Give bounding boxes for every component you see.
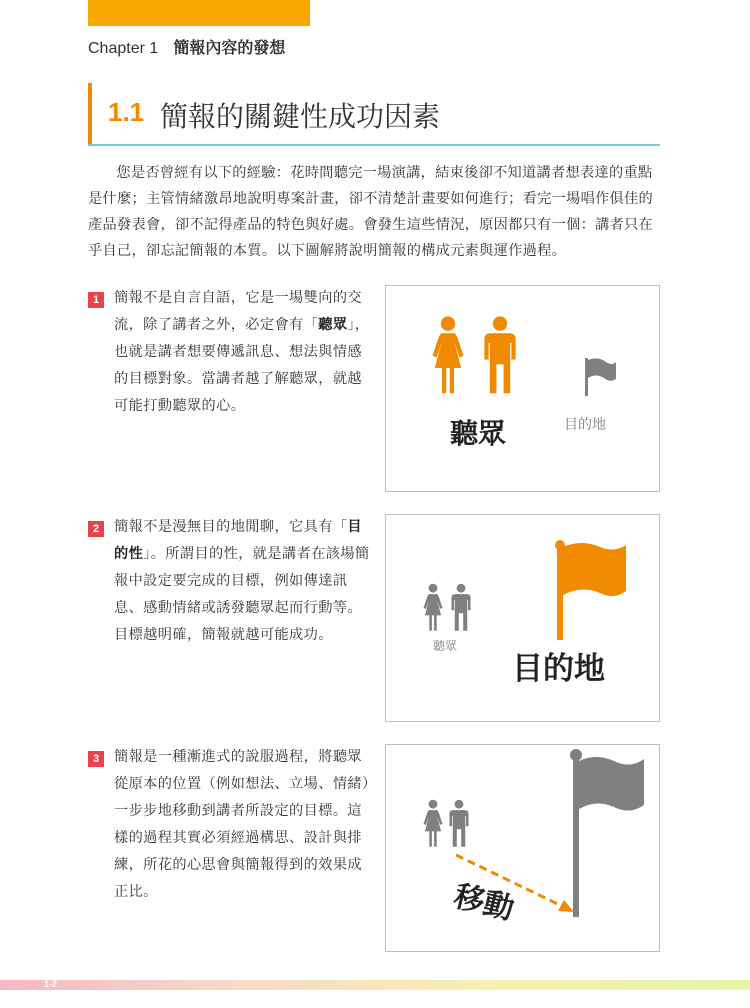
section-accent-bar <box>88 83 92 145</box>
flag-icon <box>555 540 626 640</box>
destination-label: 目的地 <box>564 417 606 433</box>
point-badge: 2 <box>88 521 104 537</box>
point-text: 簡報不是漫無目的地閒聊，它具有「目的性」。所謂目的性，就是講者在該場簡報中設定要完成的目標，例如傳達訊息、感動情緒或誘發聽眾起而行動等。目標越明確，簡報就越可能成功。 <box>114 519 370 643</box>
man-icon <box>451 584 470 631</box>
woman-icon <box>423 800 442 847</box>
figure-purpose <box>385 514 660 722</box>
audience-label: 聽眾 <box>433 639 458 653</box>
section-title: 簡報的關鍵性成功因素 <box>160 100 441 133</box>
woman-icon <box>423 584 442 631</box>
chapter-tab <box>88 0 310 26</box>
point-badge: 1 <box>88 292 104 308</box>
page-number: 1-2 <box>44 979 58 989</box>
flag-icon <box>585 358 616 396</box>
figure-movement <box>385 744 660 952</box>
section-heading <box>88 83 660 145</box>
destination-label: 目的地 <box>512 651 605 687</box>
point-1 <box>88 290 373 420</box>
move-label: 移動 <box>450 878 518 928</box>
footer-bar <box>0 980 750 990</box>
point-keyword: 聽眾 <box>318 317 348 333</box>
man-icon <box>484 316 515 393</box>
chapter-label: Chapter 1 <box>88 40 159 57</box>
audience-label: 聽眾 <box>450 417 507 450</box>
point-badge: 3 <box>88 751 104 767</box>
chapter-title: 簡報內容的發想 <box>173 38 286 57</box>
woman-icon <box>432 316 463 393</box>
point-text: 簡報不是自言自語，它是一場雙向的交流，除了講者之外，必定會有「聽眾」，也就是講者想要傳遞訊息、想法與情感的目標對象。當講者越了解聽眾，就越可能打動聽眾的心。 <box>114 290 370 414</box>
point-2 <box>88 519 373 649</box>
point-3 <box>88 749 373 906</box>
point-text: 簡報是一種漸進式的說服過程，將聽眾從原本的位置（例如想法、立場、情緒）一步步地移動到講者所設定的目標。這樣的過程其實必須經過構思、設計與排練，所花的心思會與簡報得到的效果成正比。 <box>114 749 370 900</box>
man-icon <box>449 800 468 847</box>
flag-icon <box>570 749 644 917</box>
point-keyword: 目的性 <box>114 519 362 562</box>
section-number: 1.1 <box>108 97 145 127</box>
figure-audience <box>385 285 660 492</box>
chapter-header <box>88 35 285 58</box>
section-underline <box>88 144 660 146</box>
intro-paragraph: 您是否曾經有以下的經驗：花時間聽完一場演講，結束後卻不知道講者想表達的重點是什麼；主管情緒激昂地說明專案計畫，卻不清楚計畫要如何進行；看完一場唱作俱佳的產品發表會，卻不記得產品的特色與好處。會發生這些情況，原因都只有一個：講者只在乎自己，卻忘記簡報的本質。以下圖解將說明簡報的構成元素與運作過程。 <box>88 165 654 259</box>
